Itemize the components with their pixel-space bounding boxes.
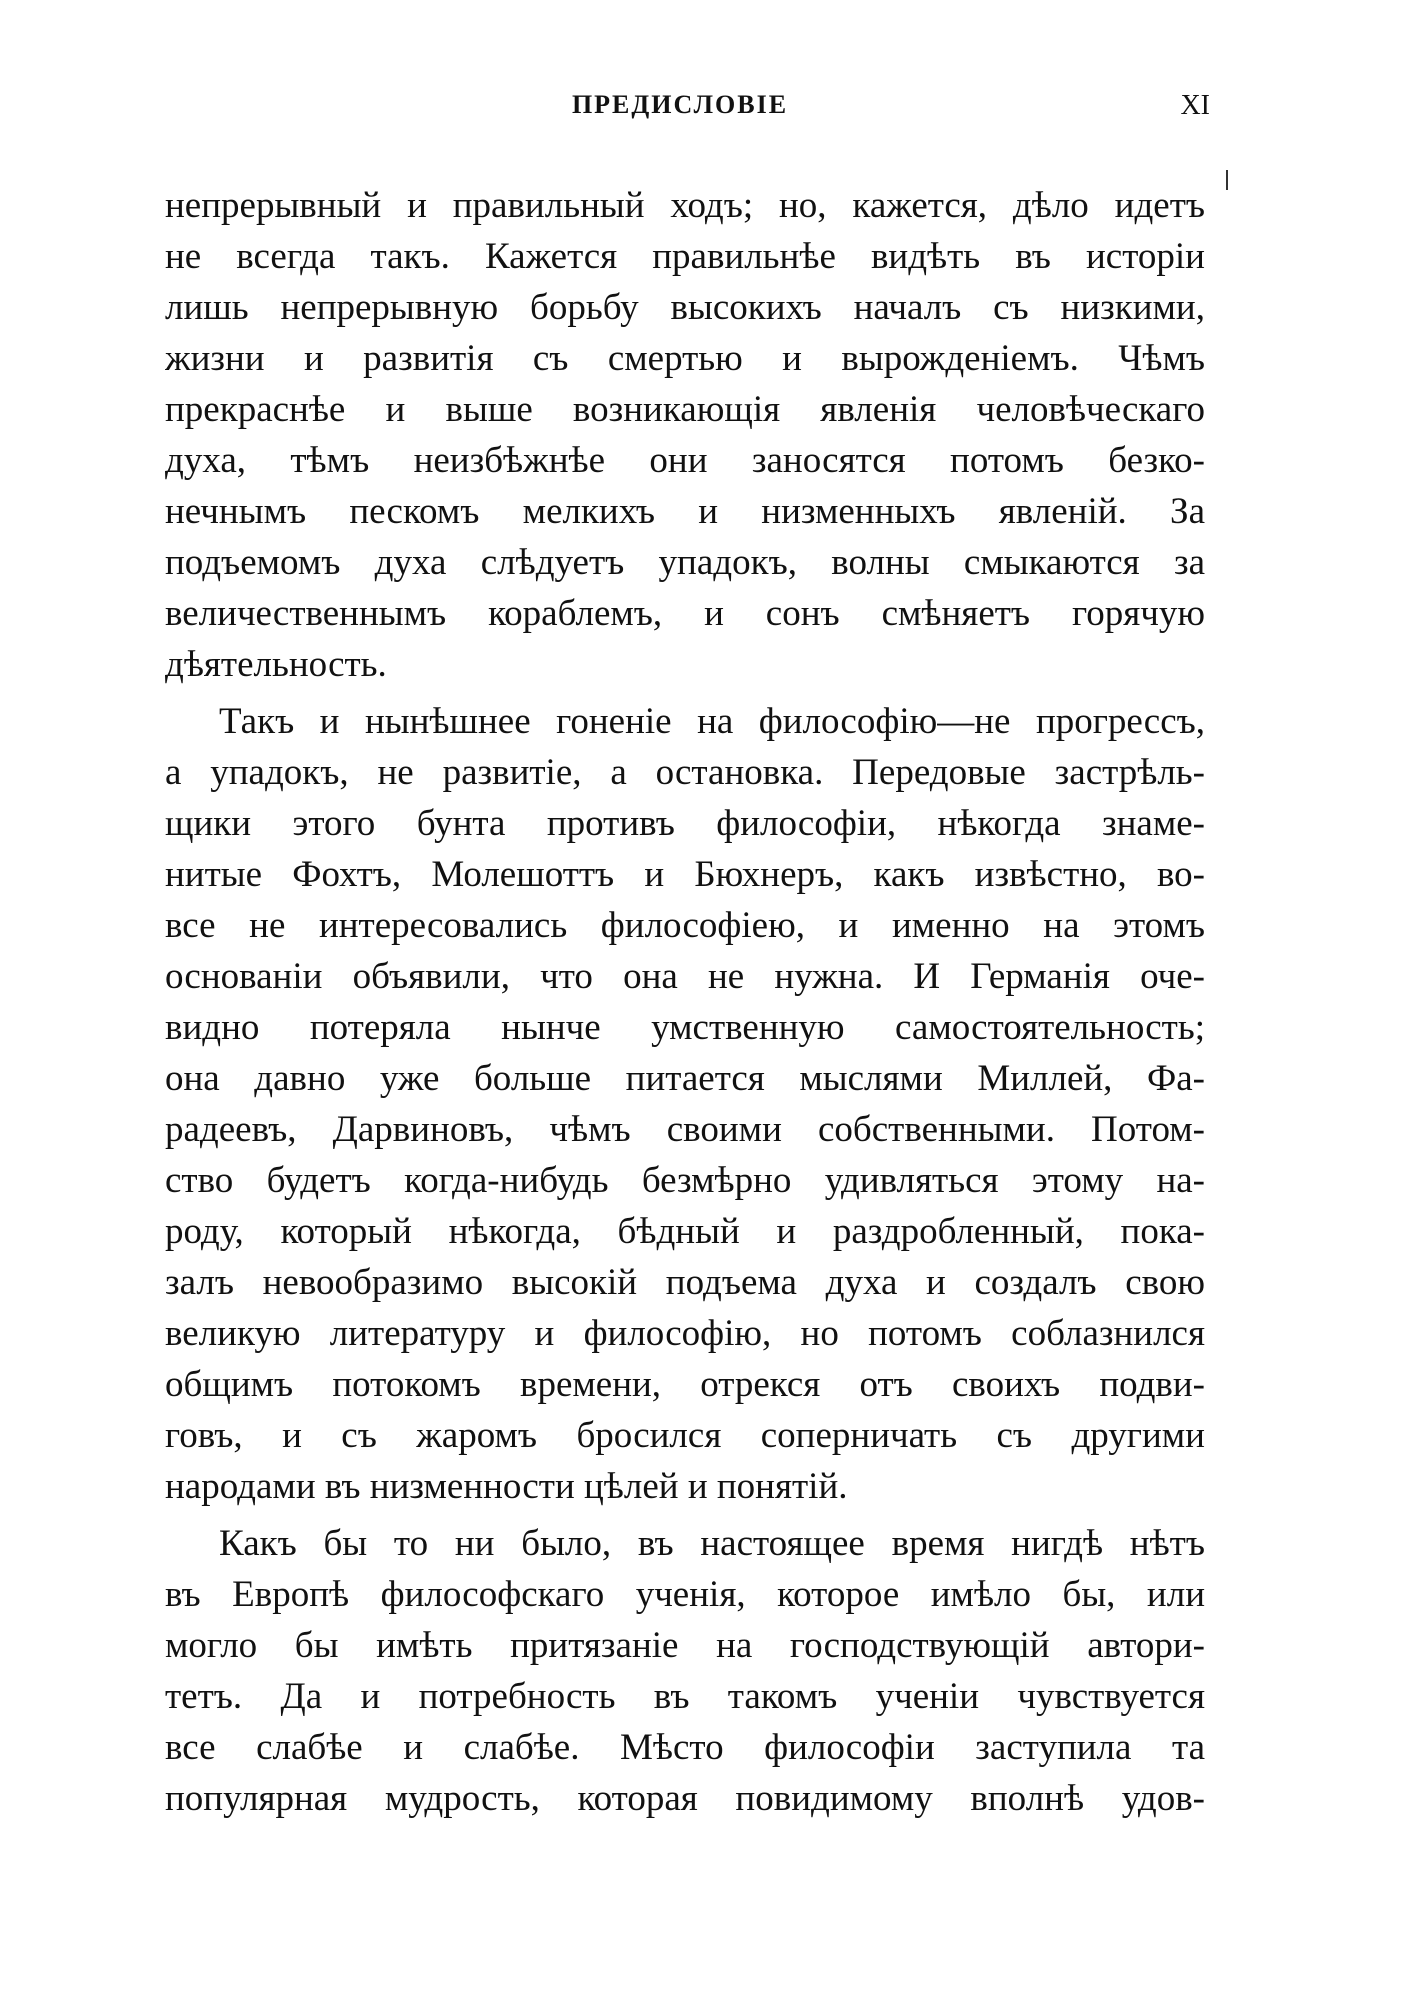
- text-line: говъ, и съ жаромъ бросился соперничать съ другими: [165, 1415, 1205, 1456]
- text-line: могло бы имѣть притязаніе на господствующій автори-: [165, 1625, 1205, 1666]
- text-line: жизни и развитія съ смертью и вырожденіемъ. Чѣмъ: [165, 338, 1205, 379]
- text-line: залъ невообразимо высокій подъема духа и создалъ свою: [165, 1262, 1205, 1303]
- running-head: [150, 90, 1210, 130]
- text-line: популярная мудрость, которая повидимому вполнѣ удов-: [165, 1778, 1205, 1819]
- text-line: тетъ. Да и потребность въ такомъ ученіи чувствуется: [165, 1676, 1205, 1717]
- text-line: великую литературу и философію, но потомъ соблазнился: [165, 1313, 1205, 1354]
- text-line: дѣятельность.: [165, 644, 387, 685]
- margin-mark: [1226, 170, 1228, 190]
- text-line: Какъ бы то ни было, въ настоящее время нигдѣ нѣтъ: [219, 1523, 1205, 1564]
- text-line: не всегда такъ. Кажется правильнѣе видѣть въ исторіи: [165, 236, 1205, 277]
- paragraph-2: [165, 696, 1205, 1512]
- text-line: нитые Фохтъ, Молешоттъ и Бюхнеръ, какъ извѣстно, во-: [165, 854, 1205, 895]
- paragraph-1: [165, 180, 1205, 690]
- text-line: подъемомъ духа слѣдуетъ упадокъ, волны смыкаются за: [165, 542, 1205, 583]
- text-line: все слабѣе и слабѣе. Мѣсто философіи заступила та: [165, 1727, 1205, 1768]
- running-title: ПРЕДИСЛОВІЕ: [571, 90, 789, 119]
- paragraph-3: [165, 1518, 1205, 1824]
- text-line: видно потеряла нынче умственную самостоятельность;: [165, 1007, 1205, 1048]
- text-line: Такъ и нынѣшнее гоненіе на философію—не прогрессъ,: [219, 701, 1205, 742]
- text-line: основаніи объявили, что она не нужна. И Германія оче-: [165, 956, 1205, 997]
- text-line: она давно уже больше питается мыслями Миллей, Фа-: [165, 1058, 1205, 1099]
- text-line: а упадокъ, не развитіе, а остановка. Передовые застрѣль-: [165, 752, 1205, 793]
- text-line: величественнымъ кораблемъ, и сонъ смѣняетъ горячую: [165, 593, 1205, 634]
- text-line: духа, тѣмъ неизбѣжнѣе они заносятся потомъ безко-: [165, 440, 1205, 481]
- text-line: въ Европѣ философскаго ученія, которое имѣло бы, или: [165, 1574, 1205, 1615]
- body-text: [165, 180, 1205, 1824]
- text-line: радеевъ, Дарвиновъ, чѣмъ своими собственными. Потом-: [165, 1109, 1205, 1150]
- text-line: народами въ низменности цѣлей и понятій.: [165, 1466, 848, 1507]
- page-number: XI: [1180, 90, 1210, 121]
- text-line: роду, который нѣкогда, бѣдный и раздробленный, пока-: [165, 1211, 1205, 1252]
- text-line: ство будетъ когда-нибудь безмѣрно удивляться этому на-: [165, 1160, 1205, 1201]
- text-line: лишь непрерывную борьбу высокихъ началъ съ низкими,: [165, 287, 1205, 328]
- text-line: щики этого бунта противъ философіи, нѣкогда знаме-: [165, 803, 1205, 844]
- text-line: общимъ потокомъ времени, отрекся отъ своихъ подви-: [165, 1364, 1205, 1405]
- text-line: прекраснѣе и выше возникающія явленія человѣческаго: [165, 389, 1205, 430]
- text-line: непрерывный и правильный ходъ; но, кажется, дѣло идетъ: [165, 185, 1205, 226]
- text-line: все не интересовались философіею, и именно на этомъ: [165, 905, 1205, 946]
- text-line: нечнымъ пескомъ мелкихъ и низменныхъ явленій. За: [165, 491, 1205, 532]
